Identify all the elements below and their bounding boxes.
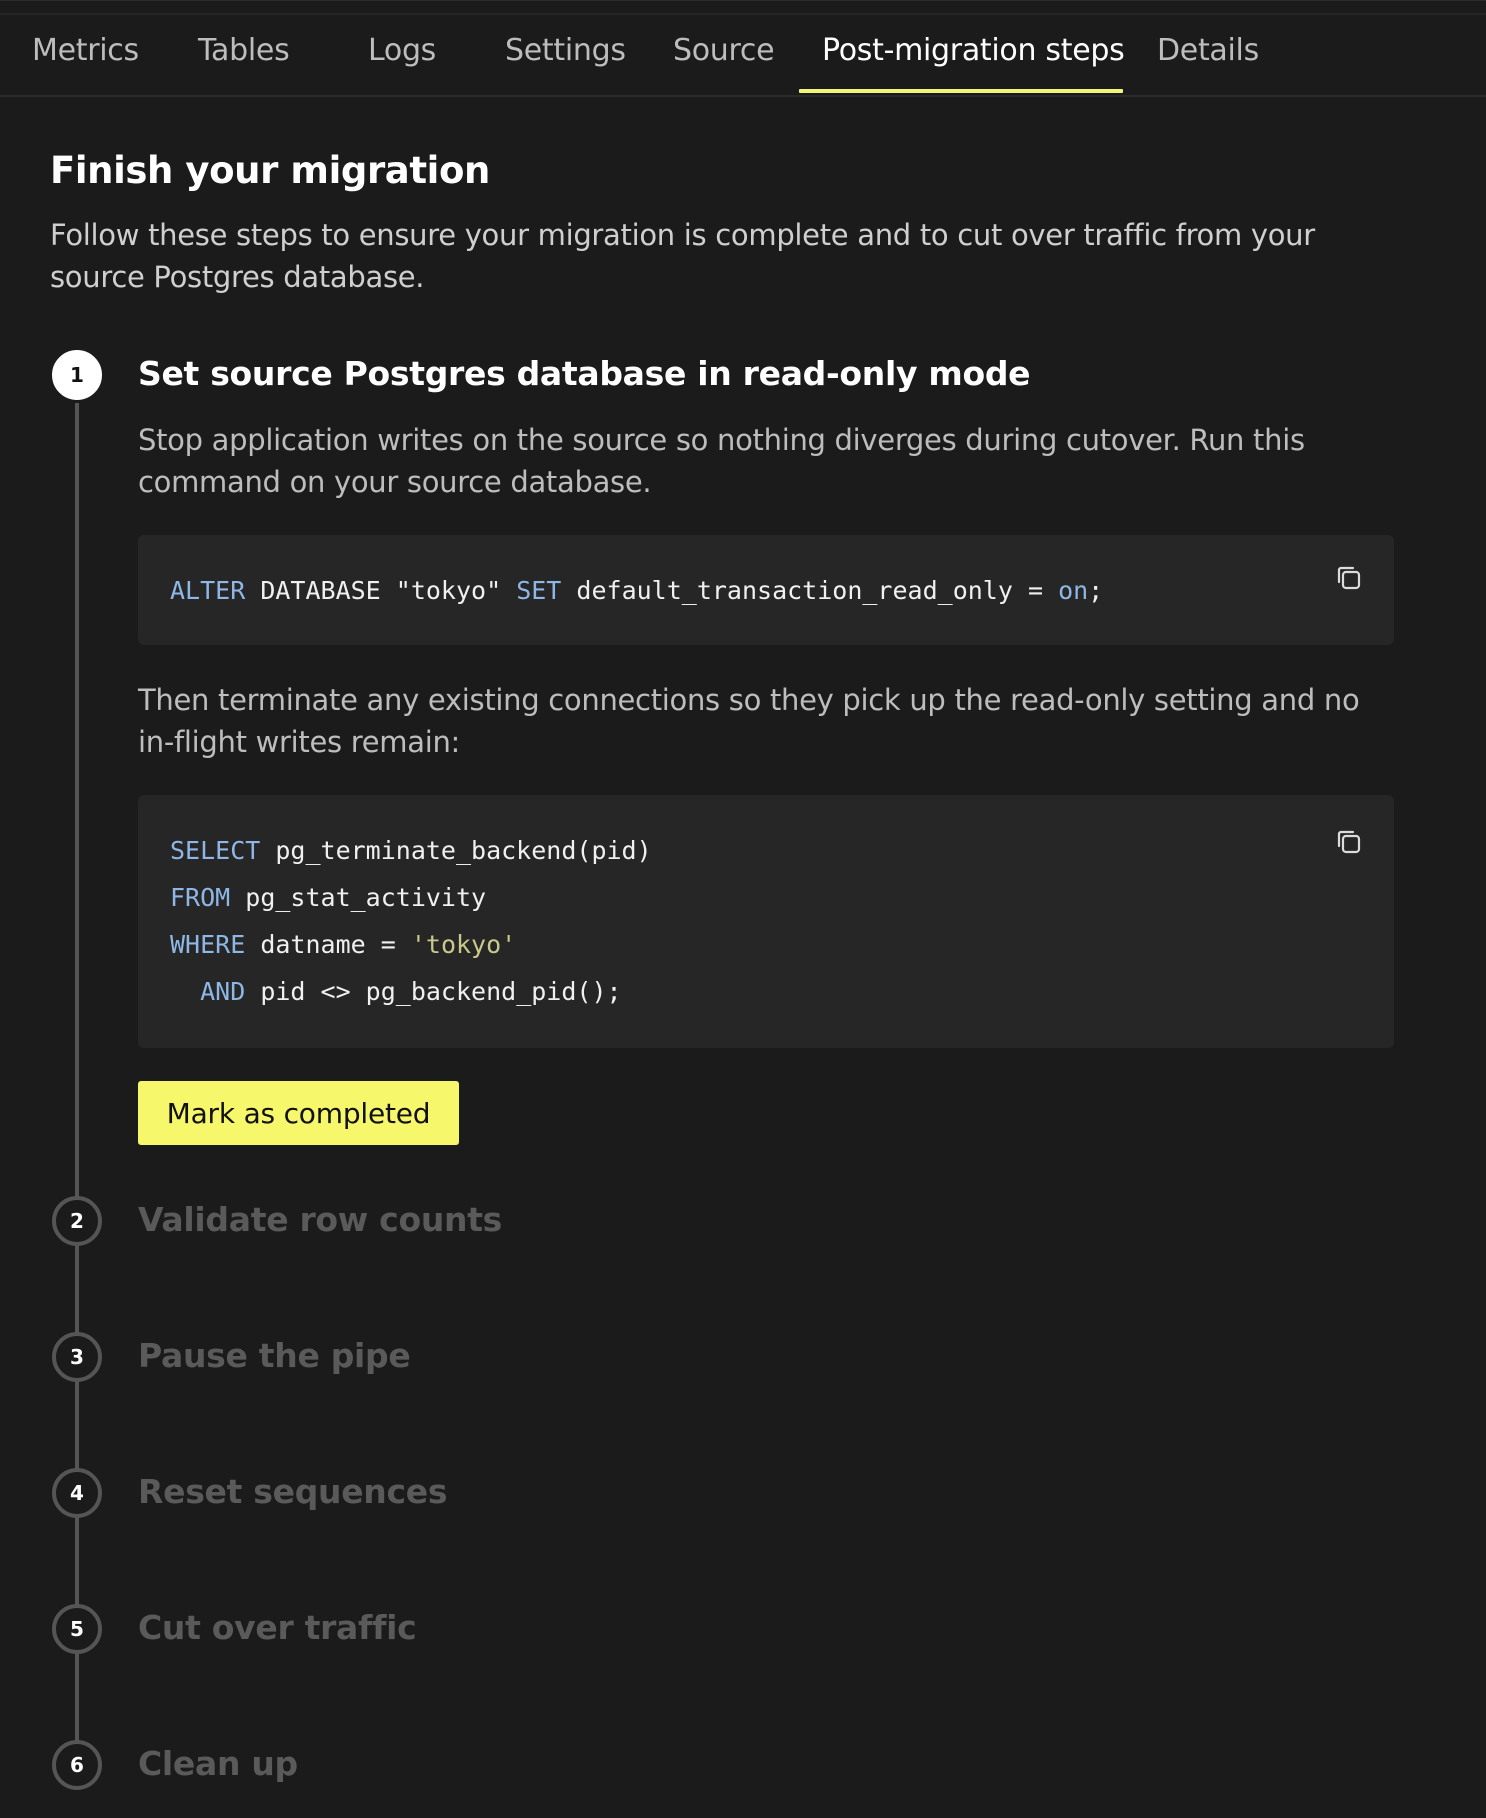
step-5-indicator: 5: [52, 1604, 102, 1654]
code-line: [170, 968, 1362, 1015]
code-text: ;: [1088, 576, 1104, 605]
step-1-instructions: Stop application writes on the source so nothing diverges during cutover. Run this command on your source database.: [138, 423, 1305, 499]
code-keyword: SET: [516, 576, 562, 605]
step-1-followup-instructions: Then terminate any existing connections so they pick up the read-only setting and no in-flight writes remain:: [138, 683, 1360, 759]
code-line: [170, 874, 1362, 921]
tab-logs[interactable]: Logs: [368, 33, 437, 68]
active-tab-indicator: [799, 89, 1123, 93]
step-4-title[interactable]: Reset sequences: [138, 1472, 448, 1511]
code-text: pg_terminate_backend(pid): [260, 836, 652, 865]
step-5-title[interactable]: Cut over traffic: [138, 1608, 417, 1647]
page-title: Finish your migration: [50, 149, 490, 192]
code-keyword: WHERE: [170, 930, 246, 959]
tab-source[interactable]: Source: [673, 33, 775, 68]
step-6-indicator: 6: [52, 1740, 102, 1790]
step-1-title: Set source Postgres database in read-only mode: [138, 354, 1031, 393]
code-line: [170, 535, 1362, 614]
code-line: [170, 827, 1362, 874]
copy-icon[interactable]: [1334, 563, 1364, 593]
code-block-terminate-connections: [138, 795, 1394, 1048]
tab-tables[interactable]: Tables: [198, 33, 290, 68]
code-text: pid <> pg_backend_pid();: [245, 977, 622, 1006]
tab-details[interactable]: Details: [1157, 33, 1259, 68]
tab-bar: [0, 13, 1486, 97]
step-3-title[interactable]: Pause the pipe: [138, 1336, 411, 1375]
tab-settings[interactable]: Settings: [505, 33, 626, 68]
tab-post-migration-steps[interactable]: Post-migration steps: [822, 33, 1125, 68]
code-keyword: on: [1058, 576, 1089, 605]
code-keyword: FROM: [170, 883, 231, 912]
code-block-read-only: [138, 535, 1394, 645]
code-line: [170, 921, 1362, 968]
code-text: datname =: [245, 930, 411, 959]
tab-metrics[interactable]: Metrics: [32, 33, 139, 68]
code-keyword: ALTER: [170, 576, 246, 605]
code-string: 'tokyo': [410, 930, 517, 959]
step-3-indicator: 3: [52, 1332, 102, 1382]
step-1-indicator: 1: [52, 350, 102, 400]
mark-as-completed-button[interactable]: Mark as completed: [138, 1081, 459, 1145]
code-text: pg_stat_activity: [230, 883, 487, 912]
step-2-title[interactable]: Validate row counts: [138, 1200, 503, 1239]
step-4-indicator: 4: [52, 1468, 102, 1518]
code-keyword: SELECT: [170, 836, 261, 865]
copy-icon[interactable]: [1334, 827, 1364, 857]
step-2-indicator: 2: [52, 1196, 102, 1246]
code-text: DATABASE "tokyo": [245, 576, 517, 605]
stepper-rail: [75, 403, 79, 1763]
code-text: default_transaction_read_only =: [561, 576, 1059, 605]
step-6-title[interactable]: Clean up: [138, 1744, 298, 1783]
tab-bar-divider: [0, 13, 1486, 15]
page-description: Follow these steps to ensure your migration is complete and to cut over traffic from your source Postgres database.: [50, 218, 1315, 294]
code-indent: [170, 977, 200, 1006]
code-keyword: AND: [200, 977, 246, 1006]
